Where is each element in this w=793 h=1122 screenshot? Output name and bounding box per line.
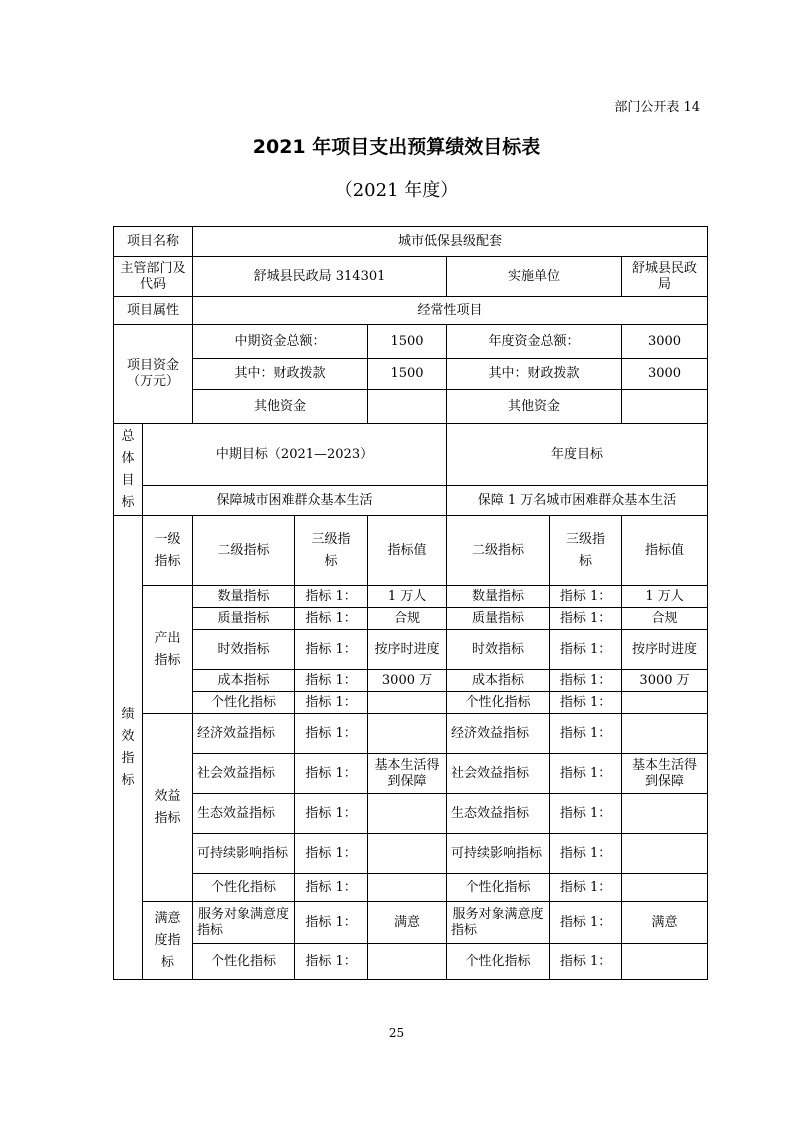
overall-goal-label	[114, 424, 143, 516]
level2-cell-year: 服务对象满意度指标	[447, 902, 550, 944]
project-name-value: 城市低保县级配套	[193, 227, 708, 257]
mid-total-label: 中期资金总额：	[193, 325, 368, 359]
value-cell-year: 基本生活得到保障	[622, 754, 708, 794]
level2-cell: 经济效益指标	[193, 714, 295, 754]
level2-header-year: 二级指标	[447, 516, 550, 586]
level1-satisfaction-text: 满意度指标	[154, 910, 181, 970]
table-row	[114, 714, 708, 754]
level3-cell: 指标 1：	[295, 670, 368, 692]
value-cell-year: 合规	[622, 608, 708, 630]
level2-cell-year: 个性化指标	[447, 692, 550, 714]
impl-label: 实施单位	[447, 257, 622, 297]
value-cell: 满意	[368, 902, 447, 944]
level3-cell: 指标 1：	[295, 692, 368, 714]
value-cell-year	[622, 714, 708, 754]
page-subtitle: （2021 年度）	[334, 180, 459, 201]
value-cell: 1 万人	[368, 586, 447, 608]
value-cell	[368, 834, 447, 874]
dept-value: 舒城县民政局 314301	[193, 257, 447, 297]
level3-cell: 指标 1：	[295, 874, 368, 902]
level3-header-year	[550, 516, 622, 586]
level3-cell-year: 指标 1：	[550, 944, 622, 980]
level1-output-text: 产出指标	[154, 630, 181, 668]
dept-label: 主管部门及代码	[114, 257, 193, 297]
value-header: 指标值	[368, 516, 447, 586]
level3-header-year-text: 三级指标	[566, 531, 606, 569]
table-row	[114, 754, 708, 794]
mid-total-value: 1500	[368, 325, 447, 359]
value-cell: 3000 万	[368, 670, 447, 692]
value-cell-year: 1 万人	[622, 586, 708, 608]
level3-cell: 指标 1：	[295, 834, 368, 874]
mid-other-value	[368, 390, 447, 424]
level3-cell-year: 指标 1：	[550, 630, 622, 670]
level3-cell-year: 指标 1：	[550, 586, 622, 608]
year-other-value	[622, 390, 708, 424]
level3-cell-year: 指标 1：	[550, 794, 622, 834]
mid-goal-label: 中期目标（2021—2023）	[143, 424, 447, 486]
value-cell	[368, 714, 447, 754]
mid-fiscal-label: 其中：财政拨款	[193, 359, 368, 390]
value-cell-year: 按序时进度	[622, 630, 708, 670]
page-number: 25	[388, 1026, 405, 1040]
level3-cell-year: 指标 1：	[550, 754, 622, 794]
level2-cell-year: 数量指标	[447, 586, 550, 608]
overall-goal-label-text: 总体目标	[121, 428, 135, 510]
table-row	[114, 944, 708, 980]
value-cell: 按序时进度	[368, 630, 447, 670]
level3-cell: 指标 1：	[295, 608, 368, 630]
level2-cell-year: 生态效益指标	[447, 794, 550, 834]
value-cell	[368, 692, 447, 714]
attr-value: 经常性项目	[193, 297, 708, 325]
year-fiscal-label: 其中：财政拨款	[447, 359, 622, 390]
level2-cell-year: 个性化指标	[447, 874, 550, 902]
value-cell-year	[622, 834, 708, 874]
level1-output	[143, 586, 193, 714]
level3-header-text: 三级指标	[311, 531, 351, 569]
value-cell	[368, 874, 447, 902]
year-goal-label: 年度目标	[447, 424, 708, 486]
level3-cell: 指标 1：	[295, 630, 368, 670]
level1-benefit	[143, 714, 193, 902]
table-row	[114, 834, 708, 874]
funds-label	[114, 325, 193, 424]
level2-cell-year: 可持续影响指标	[447, 834, 550, 874]
level3-cell-year: 指标 1：	[550, 670, 622, 692]
table-row	[114, 874, 708, 902]
table-row	[114, 902, 708, 944]
level2-cell: 时效指标	[193, 630, 295, 670]
table-row	[114, 794, 708, 834]
value-header-year: 指标值	[622, 516, 708, 586]
level3-cell: 指标 1：	[295, 586, 368, 608]
level1-header	[143, 516, 193, 586]
level3-cell: 指标 1：	[295, 944, 368, 980]
level3-cell-year: 指标 1：	[550, 834, 622, 874]
level3-cell-year: 指标 1：	[550, 902, 622, 944]
level2-cell: 数量指标	[193, 586, 295, 608]
form-tag: 部门公开表 14	[614, 100, 700, 115]
year-fiscal-value: 3000	[622, 359, 708, 390]
mid-fiscal-value: 1500	[368, 359, 447, 390]
project-name-label: 项目名称	[114, 227, 193, 257]
year-goal-text: 保障 1 万名城市困难群众基本生活	[447, 486, 708, 516]
level2-cell-year: 个性化指标	[447, 944, 550, 980]
level1-header-text: 一级指标	[154, 531, 181, 569]
level1-satisfaction	[143, 902, 193, 980]
value-cell	[368, 944, 447, 980]
level3-cell-year: 指标 1：	[550, 714, 622, 754]
level3-cell-year: 指标 1：	[550, 608, 622, 630]
level3-header	[295, 516, 368, 586]
perf-label-text: 绩效指标	[121, 706, 135, 788]
table-row	[114, 630, 708, 670]
table-row	[114, 670, 708, 692]
level3-cell: 指标 1：	[295, 714, 368, 754]
level2-cell-year: 成本指标	[447, 670, 550, 692]
table-row	[114, 692, 708, 714]
value-cell-year: 3000 万	[622, 670, 708, 692]
value-cell: 基本生活得到保障	[368, 754, 447, 794]
level2-cell-year: 社会效益指标	[447, 754, 550, 794]
value-cell-year	[622, 692, 708, 714]
level2-header: 二级指标	[193, 516, 295, 586]
impl-value: 舒城县民政局	[622, 257, 708, 297]
mid-other-label: 其他资金	[193, 390, 368, 424]
value-cell: 合规	[368, 608, 447, 630]
level3-cell-year: 指标 1：	[550, 874, 622, 902]
value-cell-year	[622, 944, 708, 980]
level3-cell-year: 指标 1：	[550, 692, 622, 714]
table-row	[114, 608, 708, 630]
level3-cell: 指标 1：	[295, 794, 368, 834]
perf-label	[114, 516, 143, 980]
year-other-label: 其他资金	[447, 390, 622, 424]
level2-cell: 成本指标	[193, 670, 295, 692]
level2-cell-year: 质量指标	[447, 608, 550, 630]
level3-cell: 指标 1：	[295, 754, 368, 794]
value-cell-year: 满意	[622, 902, 708, 944]
level1-benefit-text: 效益指标	[154, 788, 181, 826]
year-total-value: 3000	[622, 325, 708, 359]
level2-cell: 个性化指标	[193, 944, 295, 980]
year-total-label: 年度资金总额：	[447, 325, 622, 359]
attr-label: 项目属性	[114, 297, 193, 325]
funds-label-text: 项目资金（万元）	[126, 358, 179, 389]
value-cell	[368, 794, 447, 834]
level2-cell: 个性化指标	[193, 692, 295, 714]
level2-cell-year: 时效指标	[447, 630, 550, 670]
level2-cell: 社会效益指标	[193, 754, 295, 794]
level2-cell-year: 经济效益指标	[447, 714, 550, 754]
value-cell-year	[622, 874, 708, 902]
level2-cell: 生态效益指标	[193, 794, 295, 834]
level3-cell: 指标 1：	[295, 902, 368, 944]
level2-cell: 个性化指标	[193, 874, 295, 902]
level2-cell: 可持续影响指标	[193, 834, 295, 874]
value-cell-year	[622, 794, 708, 834]
mid-goal-text: 保障城市困难群众基本生活	[143, 486, 447, 516]
page-title: 2021 年项目支出预算绩效目标表	[252, 136, 541, 158]
level2-cell: 服务对象满意度指标	[193, 902, 295, 944]
performance-target-table	[113, 226, 708, 980]
table-row	[114, 586, 708, 608]
level2-cell: 质量指标	[193, 608, 295, 630]
